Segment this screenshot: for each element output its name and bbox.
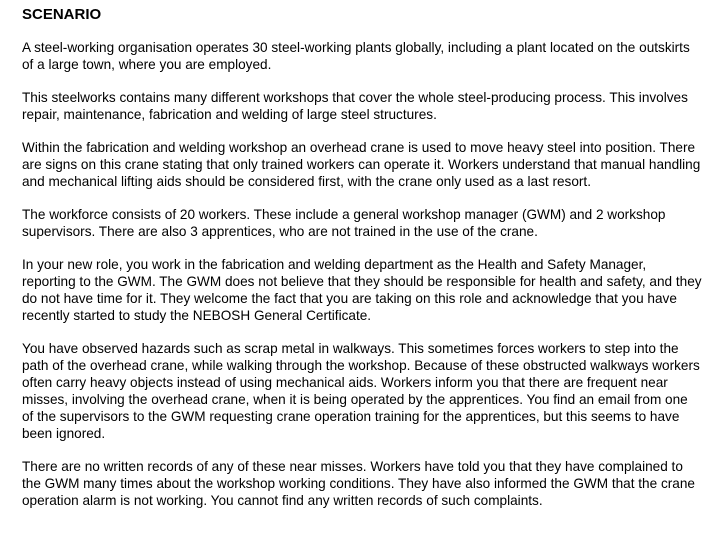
paragraph-new-role: In your new role, you work in the fabrication and welding department as the Health and Safety Manager, reporting to the GWM. The GWM does not believe that they should be responsible for health and safety, and they do not have time for it. They welcome the fact that you are taking on this role and acknowledge that you have recently started to study the NEBOSH General Certificate.	[22, 257, 702, 323]
paragraph-workforce: The workforce consists of 20 workers. These include a general workshop manager (GWM) and 2 workshop supervisors. There are also 3 apprentices, who are not trained in the use of the crane.	[22, 207, 666, 239]
paragraph-records: There are no written records of any of these near misses. Workers have told you that they have complained to the GWM many times about the workshop working conditions. They have also informed the GWM that the crane operation alarm is not working. You cannot find any written records of such complaints.	[22, 459, 695, 508]
paragraph-organisation: A steel-working organisation operates 30 steel-working plants globally, including a plant located on the outskirts of a large town, where you are employed.	[22, 40, 690, 72]
scenario-heading: SCENARIO	[22, 6, 102, 23]
paragraph-steelworks: This steelworks contains many different workshops that cover the whole steel-producing process. This involves repair, maintenance, fabrication and welding of large steel structures.	[22, 90, 688, 122]
paragraph-overhead-crane: Within the fabrication and welding workshop an overhead crane is used to move heavy steel into position. There are signs on this crane stating that only trained workers can operate it. Workers understand that manual handling and mechanical lifting aids should be considered first, with the crane only used as a last resort.	[22, 140, 701, 189]
document-page	[22, 5, 702, 509]
paragraph-hazards: You have observed hazards such as scrap metal in walkways. This sometimes forces workers to step into the path of the overhead crane, while walking through the workshop. Because of these obstructed walkways workers often carry heavy objects instead of using mechanical aids. Workers inform you that there are frequent near misses, involving the overhead crane, when it is being operated by the apprentices. You find an email from one of the supervisors to the GWM requesting crane operation training for the apprentices, but this seems to have been ignored.	[22, 341, 700, 441]
